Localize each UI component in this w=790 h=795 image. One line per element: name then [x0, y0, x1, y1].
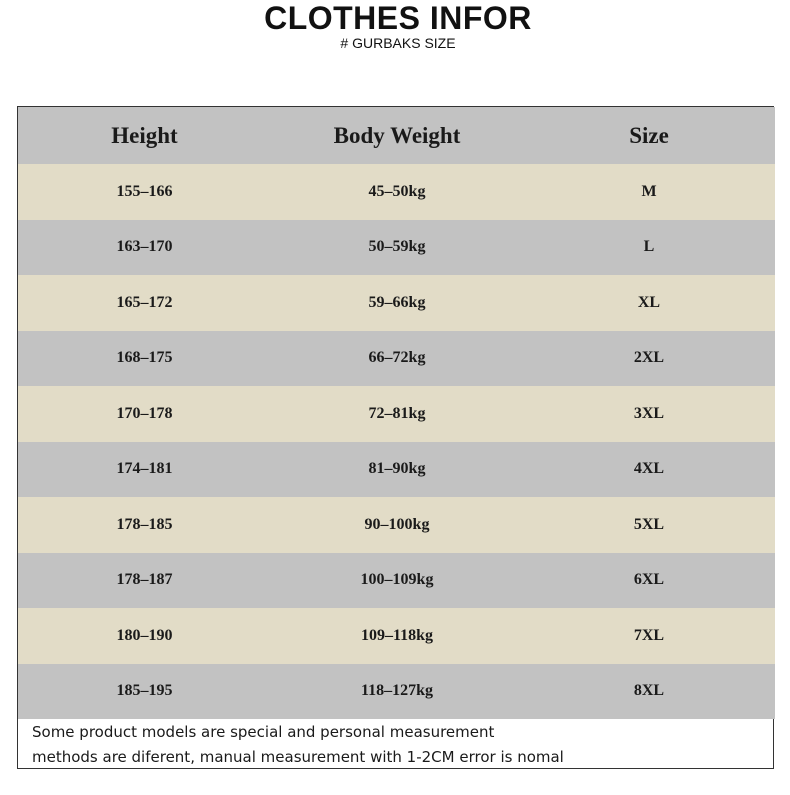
size-chart — [17, 106, 774, 769]
column-header-height: Height — [111, 122, 178, 148]
body-weight-cell: 66–72kg — [368, 349, 426, 367]
table-row — [18, 608, 775, 664]
size-cell: 2XL — [633, 349, 665, 367]
table-row — [18, 553, 775, 609]
table-row — [18, 497, 775, 553]
body-weight-cell: 59–66kg — [368, 293, 426, 311]
measurement-note — [32, 720, 767, 770]
height-cell: 155–166 — [116, 182, 173, 200]
note-line: Some product models are special and personal measurement — [32, 723, 495, 741]
size-cell: XL — [637, 293, 661, 311]
body-weight-cell: 81–90kg — [368, 460, 426, 478]
column-header-size: Size — [629, 122, 669, 148]
table-row — [18, 331, 775, 387]
size-cell: 3XL — [633, 404, 665, 422]
table-row — [18, 386, 775, 442]
size-cell: 5XL — [633, 515, 665, 533]
height-cell: 163–170 — [116, 238, 173, 256]
body-weight-cell: 45–50kg — [368, 182, 426, 200]
note-line: methods are diferent, manual measurement with 1-2CM error is nomal — [32, 748, 564, 766]
height-cell: 178–185 — [116, 515, 173, 533]
body-weight-cell: 109–118kg — [360, 626, 433, 644]
body-weight-cell: 90–100kg — [364, 515, 430, 533]
body-weight-cell: 72–81kg — [368, 404, 426, 422]
size-cell: M — [641, 182, 657, 200]
table-header-row — [18, 107, 775, 164]
page-subtitle: # GURBAKS SIZE — [340, 35, 456, 51]
body-weight-cell: 50–59kg — [368, 238, 426, 256]
height-cell: 168–175 — [116, 349, 173, 367]
size-cell: 7XL — [633, 626, 665, 644]
height-cell: 165–172 — [116, 293, 173, 311]
table-row — [18, 442, 775, 498]
size-cell: 4XL — [633, 460, 665, 478]
height-cell: 174–181 — [116, 460, 173, 478]
column-header-body-weight: Body Weight — [333, 122, 461, 148]
size-cell: 6XL — [633, 571, 665, 589]
size-cell: 8XL — [633, 682, 665, 700]
height-cell: 170–178 — [116, 404, 173, 422]
table-row — [18, 164, 775, 220]
height-cell: 178–187 — [116, 571, 173, 589]
table-row — [18, 220, 775, 276]
table-row — [18, 664, 775, 720]
table-row — [18, 275, 775, 331]
height-cell: 185–195 — [116, 682, 173, 700]
body-weight-cell: 100–109kg — [360, 571, 434, 589]
height-cell: 180–190 — [116, 626, 173, 644]
table-body — [18, 164, 775, 719]
body-weight-cell: 118–127kg — [360, 682, 433, 700]
page-title: CLOTHES INFOR — [264, 0, 532, 36]
size-cell: L — [643, 238, 655, 256]
